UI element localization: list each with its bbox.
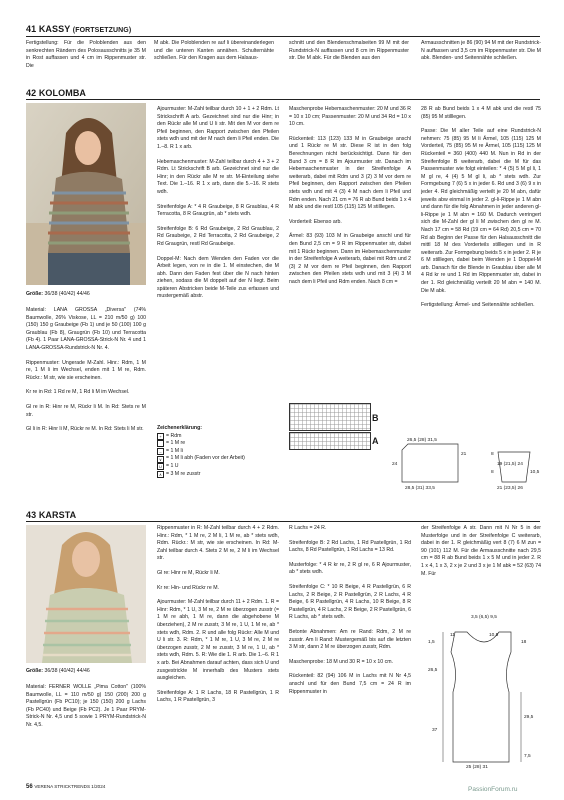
karsta-size: Größe: 36/38 (40/42) 44/46	[26, 668, 90, 674]
divider	[26, 36, 540, 37]
karsta-col-3: R Lachs = 24 R. Streifenfolge B: 2 Rd Lachs, 1 Rd Pastellgrün, 1 Rd Lachs, 8 Rd Pastellgrün, 1 Rd Lachs = 13 Rd. Musterfolge: * 4 R kr re, 2 R gl re, 6 R Ajourmuster, ab * stets wdh. Streifenfolge C: * 10 R Beige, 4 R Pastellgrün, 6 R Lachs, 2 R Beige, 2 R Pastellgrün, 2 R Lachs, 4 R Beige, 6 R Pastellgrün, 4 R Lachs, 10 R Beige, 8 R Pastellgrün, 4 R Lachs, 2 R Beige, 2 R Pastellgrün, 6 R Lachs, ab * stets wdh. Betonte Abnahmen: Am re Rand: Rdm, 2 M re zusstr. Am li Rand: Mustergemäß bis auf die letzten 3 M str, dann 2 M re überzogen zusstr, Rdm. Maschenprobe: 18 M und 30 R = 10 x 10 cm. Rückenteil: 82 (94) 106 M in Lachs mit N Nr 4,5 anschl und für den Bund 7,5 cm = 24 R im Rippenmuster in	[289, 525, 411, 695]
chart-a-grid	[289, 432, 371, 450]
karsta-col-1: Material: FERNER WOLLE „Pima Cotton" (100% Baumwolle, LL = 110 m/50 g) 150 (200) 200 g Pastellgrün (Fb PC10); je 150 (150) 200 g Lachs (Fb PC40) und Beige (Fb PC2). Je 1 Paar PRYM-Strick-N Nr. 4,5 und 5 sowie 1 PRYM-Rundstrick-N Nr. 4,5.	[26, 684, 146, 728]
kassy-col-4: Armausschnitten je 86 (90) 94 M mit der Rundstrick-N auffassen und 3,5 cm im Rippenmuster str. Die M abk. Blenden- und Seitennähte schließen.	[421, 40, 541, 62]
karsta-schema-a: 11	[450, 633, 455, 638]
chart-b-label: B	[372, 413, 379, 423]
legend-item: U = 1 U	[157, 463, 279, 471]
karsta-schema-top: 3,5 (6,5) 9,5	[471, 615, 497, 620]
legend	[157, 425, 279, 478]
karsta-col-2: Rippenmuster in R: M-Zahl teilbar durch 4 + 2 Rdm. Hinr.: Rdm, * 1 M re, 2 M li, 1 M re, ab * stets wdh, Rdm. Rückr.: M str, wie sie erscheinen. In Rd: M-Zahl teilbar durch 4. Stets 2 M re, 2 M li im Wechsel str. Gl re: Hinr re M, Rückr li M. Kr re: Hin- und Rückr re M. Ajourmuster: M-Zahl teilbar durch 11 + 2 Rdm. 1. R = Hinr: Rdm, * 1 U, 3 M re, 2 M re überzogen zusstr (= 1 M re abh, 1 M re, dann die abgehobene M überziehen), 2 M re zusstr, 3 M re, 1 U, 1 M re, ab * stets wdh, Rdm. 2. R und alle folg Rückr: Alle M und U li str. 3. R: Rdm, * 1 M re, 1 U, 3 M re, 2 M re überzogen zusstr, 2 M re zusstr, 3 M re, 1 U, ab * stets wdh, Rdm. 5. R: Wie die 1. R arb. Die 1.–6. R 1 x arb. Bei Abnahmen darauf achten, dass sich U und zusgestrickte M innerhalb des Musters stets ausgleichen. Streifenfolge A: 1 R Lachs, 18 R Pastellgrün, 1 R Lachs, 1 R Pastellgrün, 3	[157, 525, 279, 704]
kassy-col-3: schnitt und den Blendenschmalseiten 99 M mit der Rundstrick-N auffassen und 8 cm im Rippenmuster str. Die M abk. Für die Blenden aus den	[289, 40, 409, 62]
kolomba-col-3: Maschenprobe Hebemaschenmuster: 20 M und 36 R = 10 x 10 cm; Passenmuster: 20 M und 34 Rd = 10 x 10 cm. Rückenteil: 113 (123) 133 M in Graubeige anschl und 1 Rückr re M str. Diese R ist in den folg Berechnungen nicht berücksichtigt. Dann für den Bund 3 cm = 8 R im Ajourmuster str. Danach im Hebemaschenmuster in der Streifenfolge A weiterarb, dabei mit Rdm und 3 (2) 3 M vor dem re Pfeil beginnen, den Rapport zwischen den Pfeilen stets wdh und mit 4 (3) 4 M nach dem li Pfeil und Rdm enden. Nach 21 cm = 76 R ab Bund beids 1 x 4 M abk und die restl 105 (115) 125 M stilllegen. Vorderteil: Ebenso arb. Ärmel: 83 (93) 103 M in Graubeige anschl und für den Bund 2,5 cm = 9 R im Rippenmuster str, dabei mit 1 Rückr beginnen. Dann im Hebemaschenmuster in der Streifenfolge A weiterarb, dabei mit Rdm und 2 (3) 2 M vor dem re Pfeil beginnen, den Rapport zwischen den Pfeilen stets wdh und mit 3 (4) 3 M nach dem li Pfeil und Rdm enden. Nach 8 cm =	[289, 106, 411, 285]
karsta-photo	[26, 525, 146, 663]
schema-bottom-width: 28,5 (31) 33,5	[405, 486, 435, 491]
schema-sleeve-top: 19 (21,5) 24	[497, 462, 523, 467]
legend-title: Zeichenerklärung:	[157, 425, 202, 431]
section-43-title: 43 KARSTA	[26, 510, 77, 520]
kolomba-col-1: Material: LANA GROSSA „Diversa" (74% Baumwolle, 26% Viskose, LL = 210 m/50 g) 100 (150) 150 g Graubeige (Fb 1) und je 50 (100) 100 g Graublau (Fb 8), Graugrün (Fb 10) und Terracotta (Fb 4). 1 Paar LANA-GROSSA-Strick-N Nr. 4 und 1 LANA-GROSSA-Rundstrick-N Nr. 4. Rippenmuster: Ungerade M-Zahl. Hinr.: Rdm, 1 M re, 1 M li im Wechsel, enden mit 1 M re, Rdm. Rückr.: M str, wie sie erscheinen. Kr re in Rd: 1 Rd re M, 1 Rd li M im Wechsel. Gl re in R: Hinr re M, Rückr li M. In Rd: Stets re M str. Gl li in R: Hinr li M, Rückr re M. In Rd: Stets li M str.	[26, 307, 146, 433]
karsta-schema-f: 37	[432, 728, 438, 733]
section-42-title: 42 KOLOMBA	[26, 88, 87, 98]
karsta-schema-b: 10,5	[489, 633, 499, 638]
schema-side: 24	[392, 462, 398, 467]
legend-item: ∨ = 1 M li abh (Faden vor der Arbeit)	[157, 455, 279, 463]
schema-sleeve-bottom: 21 (23,5) 26	[497, 486, 523, 491]
legend-item: + = Rdm	[157, 433, 279, 441]
section-41-title: 41 KASSY (FORTSETZUNG)	[26, 24, 132, 34]
legend-item: = 1 M re	[157, 440, 279, 448]
kassy-col-2: M abk. Die Poloblenden re auf li übereinanderlegen und die unteren Kanten annähen. Schulternähte schließen. Für den Kragen aus dem Halsaus-	[154, 40, 274, 62]
kolomba-col-4: 28 R ab Bund beids 1 x 4 M abk und die restl 75 (85) 95 M stilllegen. Passe: Die M aller Teile auf eine Rundstrick-N nehmen: 75 (85) 95 M li Ärmel, 105 (115) 125 M Vorderteil, 75 (85) 95 M re Ärmel, 105 (115) 125 M Rückenteil = 360 (400) 440 M. Nun in Rd in der Streifenfolge B weiterarb, dabei die M für das Passenmuster wie folgt einteilen: * 4 (5) 5 M gl li, 1 M gl re, 4 (4) 5 M gl li, ab * stets wdh. Zur Formgebung 7 (6) 5 x in jeder 6. Rd und 3 (6) 9 x in jeder 4. Rd gleichmäßig verteilt je 20 M abn, dafür jeweils abw einmal in jeder 2. gl-li-Rippe je 1 M abn und dann für die folg Abnahmen in jeder anderen gl-li-Rippe je 1 M abn = 160 M. Dadurch verringert sich die M-Zahl der gl li M zwischen den gl re M. Nach 17 cm = 58 Rd (19 cm = 64 Rd) 20,5 cm = 70 Rd ab Beginn der Passe für den Halsausschnitt die mittl 18 M des Vorderteils stilllegen und in R weiterarb. Zur Formgebung beids 5 x in jeder 2. R je 6 M stilllegen, dabei beim Wenden je 1 Doppel-M arb. Danach für die Blende in Graublau über alle M 4 Rd kr re und 1 Rd im Rippenmuster str, dabei in der 1. Rd gleichmäßig verteilt 20 M abn = 140 M. Die M abk. Fertigstellung: Ärmel- und Seitennähte schließen.	[421, 106, 541, 309]
page-footer: 56 VERENA STRICKTRENDS 1/2024	[26, 784, 106, 790]
kolomba-photo	[26, 103, 146, 285]
karsta-schema-d: 18	[521, 640, 527, 645]
chart-b-grid	[289, 403, 371, 431]
schema-top-width: 26,5 (28) 31,5	[407, 438, 437, 443]
legend-item: ∧ = 3 M re zusstr	[157, 471, 279, 479]
karsta-schema-bottom: 25 (28) 31	[466, 765, 488, 770]
schema-right-d: 10,5	[530, 470, 540, 475]
watermark: PassionForum.ru	[468, 786, 518, 793]
divider	[26, 99, 540, 100]
chart-a-label: A	[372, 436, 379, 446]
divider	[26, 521, 540, 522]
kassy-col-1: Fertigstellung: Für die Poloblenden aus den senkrechten Rändern des Polosausschnitts je 35 M in Rost auffassen und 4 cm im Rippenmuster str. Die	[26, 40, 146, 69]
karsta-col-4: der Streifenfolge A str. Dann mit N Nr 5 in der Musterfolge und in der Streifenfolge C weiterarb, dabei in der 1. R gleichmäßig vert 8 (7) 6 M zun = 90 (101) 112 M. Für die Armausschnitte nach 29,5 cm = 88 R ab Bund beids 1 x 5 M und in jeder 2. R 1 x 4, 1 x 3, 2 x je 2 und 3 x je 1 M abk = 52 (63) 74 M. Für	[421, 525, 541, 577]
schema-right-b: 8	[491, 452, 494, 457]
legend-item: – = 1 M li	[157, 448, 279, 456]
kolomba-col-2: Ajourmuster: M-Zahl teilbar durch 10 + 1 + 2 Rdm. Lt Strickschrift A arb. Gezeichnet sind nur die Hinr; in den Rückr alle M und U li str. Mit den M vor dem re Pfeil beginnen, den Rapport zwischen den Pfeilen stets wdh und mit der M nach dem li Pfeil enden. Die 1.–8. R 1 x arb. Hebemaschenmuster: M-Zahl teilbar durch 4 + 3 + 2 Rdm. Lt Strickschrift B arb. Gezeichnet sind nur die Hinr; in den Rückr alle M re str. M-Einteilung siehe Text. Die 1.–16. R 1 x arb, dann die 5.–16. R stets wdh. Streifenfolge A: * 4 R Graubeige, 8 R Graublau, 4 R Terracotta, 8 R Graugrün, ab * stets wdh. Streifenfolge B: 6 Rd Graubeige, 2 Rd Graublau, 2 Rd Graubeige, 2 Rd Terracotta, 2 Rd Graubeige, 2 Rd Graugrün, restl Rd Graubeige. Doppel-M: Nach dem Wenden den Faden vor die Arbeit legen, von re in die 1. M einstechen, die M abh. Dann den Faden fest über die N nach hinten ziehen, sodass die M doppelt auf der N liegt. Beim späteren Abstricken beide M-Teile zus erfassen und mustergemäß abstr.	[157, 106, 279, 300]
karsta-schema-g: 29,5	[524, 715, 534, 720]
schema-right-c: 8	[491, 470, 494, 475]
karsta-schema-e: 26,5	[428, 668, 438, 673]
kolomba-size: Größe: 36/38 (40/42) 44/46	[26, 291, 90, 297]
karsta-schema-h: 7,5	[524, 754, 531, 759]
schema-right-a: 21	[461, 452, 467, 457]
karsta-schematic	[425, 612, 535, 782]
karsta-schema-c: 1,5	[428, 640, 435, 645]
